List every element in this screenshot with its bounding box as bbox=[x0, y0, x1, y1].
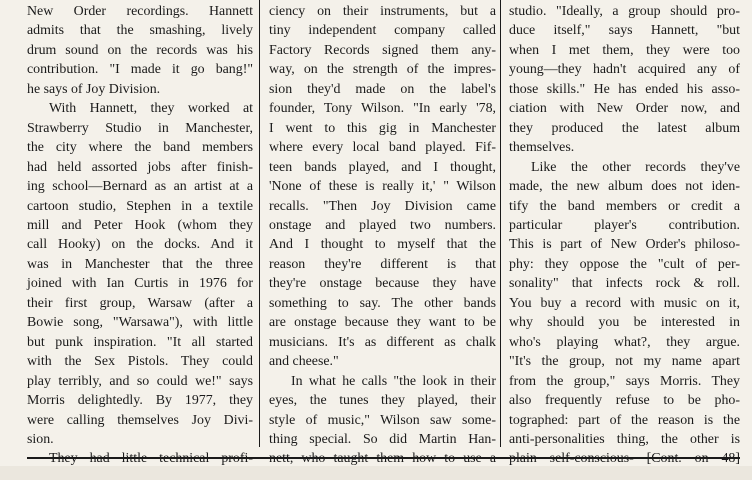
text-line: Morris delightedly. By 1977, they bbox=[27, 393, 253, 409]
text-line: mill and Peter Hook (whom they bbox=[27, 217, 253, 233]
text-line: where every local band played. Fif- bbox=[269, 140, 496, 156]
text-line: sonality" that infects rock & roll. bbox=[509, 276, 740, 292]
article-column-2 bbox=[269, 2, 496, 469]
text-line: themselves. bbox=[509, 140, 575, 156]
text-line: sion they'd made on the label's bbox=[269, 81, 496, 97]
text-line: anti-personalities thing, the other is bbox=[509, 431, 740, 447]
text-line: tographed: part of the reason is the bbox=[509, 412, 740, 428]
text-line: "It's the group, not my name apart bbox=[509, 354, 740, 370]
text-line: reason they're different is that bbox=[269, 256, 496, 272]
text-line: recalls. "Then Joy Division came bbox=[269, 198, 496, 214]
text-line: Bowie song, "Warsawa"), with little bbox=[27, 315, 253, 331]
text-line: why should you be interested in bbox=[509, 315, 740, 331]
text-line: musicians. It's as different as chalk bbox=[269, 334, 496, 350]
text-line: onstage and played two numbers. bbox=[269, 217, 496, 233]
text-line: I went to this gig in Manchester bbox=[269, 120, 496, 136]
text-line: their first group, Warsaw (after a bbox=[27, 295, 253, 311]
text-line: had held assorted jobs after finish- bbox=[27, 159, 253, 175]
text-line: sion. bbox=[27, 431, 54, 447]
page-bottom-strip bbox=[0, 466, 752, 480]
text-line: ing school—Bernard as an artist at a bbox=[27, 179, 253, 195]
text-line: those skills." He has ended his asso- bbox=[509, 81, 740, 97]
text-line: drum sound on the records was his bbox=[27, 42, 253, 58]
text-line: founder, Tony Wilson. "In early '78, bbox=[269, 101, 496, 117]
text-line: tify the band members or credit a bbox=[509, 198, 740, 214]
text-line: ciency on their instruments, but a bbox=[269, 4, 496, 19]
text-line: also frequently refuse to be pho- bbox=[509, 393, 740, 409]
text-line: New Order recordings. Hannett bbox=[27, 4, 253, 19]
column-rule bbox=[259, 0, 260, 447]
text-line: was in Manchester that the three bbox=[27, 256, 253, 272]
text-line: made, the new album does not iden- bbox=[509, 179, 740, 195]
text-line: teen bands played, and I thought, bbox=[269, 159, 496, 175]
text-line-indented: Like the other records they've bbox=[531, 159, 740, 175]
text-line: particular player's contribution. bbox=[509, 217, 740, 233]
text-line: from the group," says Morris. They bbox=[509, 373, 740, 389]
text-line: eyes, the tunes they played, their bbox=[269, 393, 496, 409]
text-line: young—they hadn't acquired any of bbox=[509, 62, 740, 78]
text-line: who's playing what?, they argue. bbox=[509, 334, 740, 350]
text-line: 'None of these is really it,' " Wilson bbox=[269, 179, 496, 195]
text-line: when I met them, they were too bbox=[509, 42, 740, 58]
text-line: ciation with New Order now, and bbox=[509, 101, 740, 117]
text-line-indented: With Hannett, they worked at bbox=[49, 101, 253, 117]
text-line: with the Sex Pistols. They could bbox=[27, 354, 253, 370]
text-line: but punk inspiration. "It all started bbox=[27, 334, 253, 350]
text-line: tiny independent company called bbox=[269, 23, 496, 39]
text-line: are onstage because they want to be bbox=[269, 315, 496, 331]
text-line: contribution. "I made it go bang!" bbox=[27, 62, 253, 78]
text-line: style of music," Wilson saw some- bbox=[269, 412, 496, 428]
text-line: You buy a record with music on it, bbox=[509, 295, 740, 311]
text-line: studio. "Ideally, a group should pro- bbox=[509, 4, 740, 19]
text-line-indented: In what he calls "the look in their bbox=[291, 373, 496, 389]
text-line: And I thought to myself that the bbox=[269, 237, 496, 253]
text-line: way, on the strength of the impres- bbox=[269, 62, 496, 78]
text-line: duce itself," says Hannett, "but bbox=[509, 23, 740, 39]
article-column-1 bbox=[27, 2, 253, 469]
text-line: This is part of New Order's philoso- bbox=[509, 237, 740, 253]
text-line: thing special. So did Martin Han- bbox=[269, 431, 496, 447]
article-column-3 bbox=[509, 2, 740, 469]
text-line: Strawberry Studio in Manchester, bbox=[27, 120, 253, 136]
text-line: they're onstage because they have bbox=[269, 276, 496, 292]
text-line: phy: they oppose the "cult of per- bbox=[509, 256, 740, 272]
text-line: the city where the band members bbox=[27, 140, 253, 156]
text-line: cartoon studio, Stephen in a textile bbox=[27, 198, 253, 214]
column-rule bbox=[500, 0, 501, 447]
bottom-rule bbox=[27, 457, 740, 459]
text-line: were calling themselves Joy Divi- bbox=[27, 412, 253, 428]
text-line: play terribly, and so could we!" says bbox=[27, 373, 253, 389]
text-line: and cheese." bbox=[269, 354, 339, 370]
text-line: they produced the latest album bbox=[509, 120, 740, 136]
text-line: call Hooky) on the docks. And it bbox=[27, 237, 253, 253]
text-line: joined with Ian Curtis in 1976 for bbox=[27, 276, 253, 292]
text-line: he says of Joy Division. bbox=[27, 81, 161, 97]
text-line: Factory Records signed them any- bbox=[269, 42, 496, 58]
text-line: admits that the smashing, lively bbox=[27, 23, 253, 39]
text-line: something to say. The other bands bbox=[269, 295, 496, 311]
